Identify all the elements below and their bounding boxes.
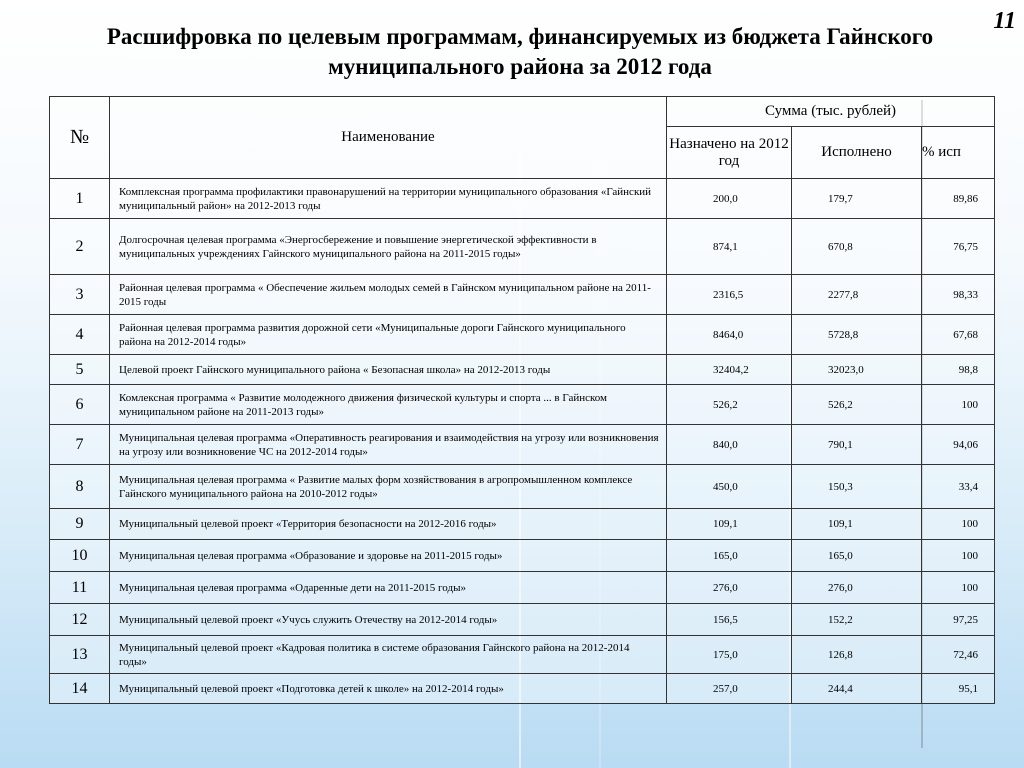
row-number: 3 [50,275,110,315]
row-name: Районная целевая программа развития дорожной сети «Муниципальные дороги Гайнского муниципального района на 2012-2014 годы» [110,315,667,355]
header-executed: Исполнено [792,127,922,179]
header-name: Наименование [110,97,667,179]
row-planned: 526,2 [667,385,792,425]
row-planned: 32404,2 [667,355,792,385]
row-name: Долгосрочная целевая программа «Энергосбережение и повышение энергетической эффективности в муниципальных учреждениях Гайнского муниципального района на 2011-2015 годы» [110,219,667,275]
row-percent: 94,06 [922,425,995,465]
row-executed: 670,8 [792,219,922,275]
row-number: 1 [50,179,110,219]
row-planned: 8464,0 [667,315,792,355]
row-name: Муниципальная целевая программа «Одаренные дети на 2011-2015 годы» [110,572,667,604]
row-name: Районная целевая программа « Обеспечение жильем молодых семей в Гайнском муниципальном районе на 2011-2015 годы [110,275,667,315]
row-percent: 89,86 [922,179,995,219]
row-number: 4 [50,315,110,355]
header-number: № [50,97,110,179]
row-number: 5 [50,355,110,385]
row-executed: 109,1 [792,509,922,540]
row-planned: 175,0 [667,636,792,674]
row-executed: 244,4 [792,674,922,704]
row-percent: 100 [922,509,995,540]
row-planned: 109,1 [667,509,792,540]
row-percent: 97,25 [922,604,995,636]
row-planned: 276,0 [667,572,792,604]
row-percent: 72,46 [922,636,995,674]
row-executed: 126,8 [792,636,922,674]
table-row [50,636,995,674]
table-row [50,465,995,509]
row-number: 13 [50,636,110,674]
page-number: 11 [993,8,1016,34]
row-name: Муниципальная целевая программа «Оперативность реагирования и взаимодействия на угрозу или возникновения на угрозу или возникновение ЧС на 2012-2014 годы» [110,425,667,465]
header-planned: Назначено на 2012 год [667,127,792,179]
row-executed: 276,0 [792,572,922,604]
row-planned: 200,0 [667,179,792,219]
table-row [50,219,995,275]
row-percent: 67,68 [922,315,995,355]
table-row [50,674,995,704]
row-name: Комплексная программа профилактики правонарушений на территории муниципального образования «Гайнский муниципальный район» на 2012-2013 годы [110,179,667,219]
table-row [50,355,995,385]
row-executed: 2277,8 [792,275,922,315]
page-title [40,22,1000,82]
row-planned: 840,0 [667,425,792,465]
row-executed: 5728,8 [792,315,922,355]
row-number: 10 [50,540,110,572]
table-row [50,540,995,572]
row-number: 11 [50,572,110,604]
table-row [50,604,995,636]
row-planned: 874,1 [667,219,792,275]
row-executed: 179,7 [792,179,922,219]
table-row [50,572,995,604]
row-executed: 150,3 [792,465,922,509]
row-name: Муниципальная целевая программа « Развитие малых форм хозяйствования в агропромышленном комплексе Гайнского муниципального района на 2010-2012 годы» [110,465,667,509]
row-name: Муниципальный целевой проект «Кадровая политика в системе образования Гайнского района на 2012-2014 годы» [110,636,667,674]
table-body [50,179,995,704]
row-planned: 165,0 [667,540,792,572]
row-name: Целевой проект Гайнского муниципального района « Безопасная школа» на 2012-2013 годы [110,355,667,385]
row-percent: 33,4 [922,465,995,509]
row-name: Муниципальная целевая программа «Образование и здоровье на 2011-2015 годы» [110,540,667,572]
header-percent: % исп [922,127,995,179]
row-name: Комлексная программа « Развитие молодежного движения физической культуры и спорта ... в Гайнском муниципальном районе на 2011-2013 годы» [110,385,667,425]
page-title-line-1: Расшифровка по целевым программам, финансируемых из бюджета Гайнского [106,24,934,49]
row-name: Муниципальный целевой проект «Подготовка детей к школе» на 2012-2014 годы» [110,674,667,704]
row-percent: 98,8 [922,355,995,385]
header-sum: Сумма (тыс. рублей) [667,97,995,127]
row-number: 7 [50,425,110,465]
row-planned: 257,0 [667,674,792,704]
row-planned: 156,5 [667,604,792,636]
row-number: 14 [50,674,110,704]
page-title-line-2: муниципального района за 2012 года [328,54,712,79]
row-planned: 2316,5 [667,275,792,315]
row-number: 6 [50,385,110,425]
row-executed: 790,1 [792,425,922,465]
row-number: 12 [50,604,110,636]
table-row [50,385,995,425]
table-row [50,179,995,219]
row-executed: 526,2 [792,385,922,425]
table-row [50,275,995,315]
table-row [50,315,995,355]
row-percent: 76,75 [922,219,995,275]
table-row [50,425,995,465]
row-executed: 165,0 [792,540,922,572]
row-executed: 32023,0 [792,355,922,385]
programs-table [49,96,995,704]
row-name: Муниципальный целевой проект «Территория безопасности на 2012-2016 годы» [110,509,667,540]
row-number: 9 [50,509,110,540]
row-executed: 152,2 [792,604,922,636]
row-percent: 100 [922,540,995,572]
row-name: Муниципальный целевой проект «Учусь служить Отечеству на 2012-2014 годы» [110,604,667,636]
table-row [50,509,995,540]
row-percent: 98,33 [922,275,995,315]
row-percent: 100 [922,385,995,425]
row-percent: 95,1 [922,674,995,704]
row-number: 2 [50,219,110,275]
row-percent: 100 [922,572,995,604]
row-planned: 450,0 [667,465,792,509]
row-number: 8 [50,465,110,509]
